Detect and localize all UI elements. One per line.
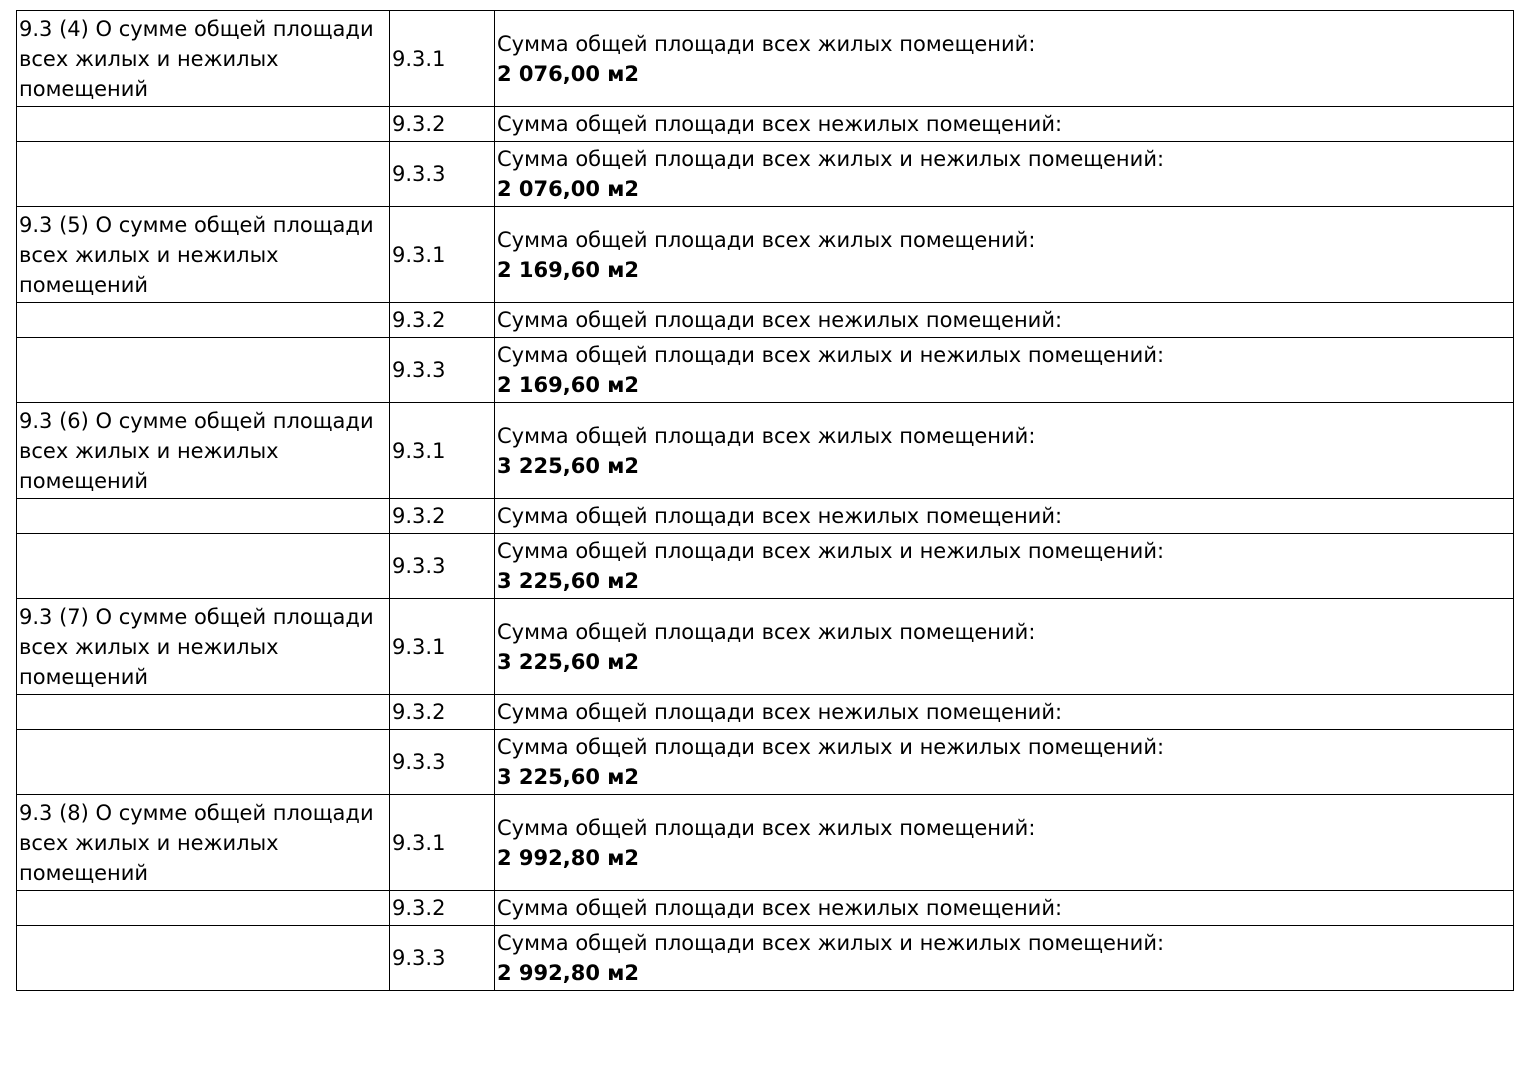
item-code: 9.3.2 [390,695,495,730]
item-label: Сумма общей площади всех жилых помещений: [497,31,1036,56]
item-label: Сумма общей площади всех нежилых помещений: [497,504,1063,528]
item-label: Сумма общей площади всех нежилых помещений: [497,112,1063,136]
table-row [17,695,1514,730]
item-label: Сумма общей площади всех жилых помещений: [497,619,1036,644]
item-code: 9.3.1 [390,11,495,107]
area-summary-table [16,10,1514,991]
item-label: Сумма общей площади всех жилых и нежилых помещений: [497,343,1165,367]
empty-cell [17,303,390,338]
item-description-cell [495,338,1514,403]
table-row [17,142,1514,207]
item-description-cell [495,795,1514,891]
section-title-line: помещений [19,76,149,101]
section-title-line: всех жилых и нежилых [19,830,279,855]
section-title-line: помещений [19,860,149,885]
item-code: 9.3.3 [390,142,495,207]
item-label: Сумма общей площади всех жилых и нежилых помещений: [497,931,1165,955]
section-title-line: 9.3 (4) О сумме общей площади [19,16,374,41]
item-description-cell [495,303,1514,338]
item-code: 9.3.3 [390,926,495,991]
table-row [17,207,1514,303]
table-row [17,926,1514,991]
table-row [17,499,1514,534]
item-label: Сумма общей площади всех жилых помещений: [497,815,1036,840]
section-title-cell [17,403,390,499]
section-title-line: помещений [19,664,149,689]
section-title-line: всех жилых и нежилых [19,242,279,267]
item-code: 9.3.2 [390,303,495,338]
item-description-cell [495,926,1514,991]
area-value: 2 992,80 м2 [497,961,640,985]
item-code: 9.3.1 [390,207,495,303]
item-code: 9.3.1 [390,795,495,891]
item-description-cell [495,207,1514,303]
table-row [17,338,1514,403]
item-description-cell [495,599,1514,695]
section-title-line: 9.3 (8) О сумме общей площади [19,800,374,825]
empty-cell [17,142,390,207]
area-value: 3 225,60 м2 [497,649,640,674]
table-row [17,795,1514,891]
table-row [17,403,1514,499]
section-title-cell [17,11,390,107]
item-code: 9.3.1 [390,403,495,499]
item-description-cell [495,499,1514,534]
item-code: 9.3.3 [390,534,495,599]
area-value: 2 169,60 м2 [497,257,640,282]
area-value: 3 225,60 м2 [497,453,640,478]
table-row [17,534,1514,599]
item-description-cell [495,142,1514,207]
section-title-cell [17,795,390,891]
item-code: 9.3.2 [390,499,495,534]
table-row [17,730,1514,795]
section-title-line: помещений [19,468,149,493]
item-description-cell [495,891,1514,926]
table-row [17,303,1514,338]
item-label: Сумма общей площади всех жилых и нежилых помещений: [497,147,1165,171]
empty-cell [17,891,390,926]
item-description-cell [495,534,1514,599]
section-title-cell [17,599,390,695]
item-label: Сумма общей площади всех жилых помещений: [497,227,1036,252]
empty-cell [17,107,390,142]
item-description-cell [495,403,1514,499]
item-label: Сумма общей площади всех нежилых помещений: [497,700,1063,724]
section-title-line: 9.3 (5) О сумме общей площади [19,212,374,237]
table-row [17,599,1514,695]
table-row [17,11,1514,107]
section-title-line: всех жилых и нежилых [19,46,279,71]
area-value: 2 076,00 м2 [497,61,640,86]
item-label: Сумма общей площади всех нежилых помещений: [497,896,1063,920]
section-title-cell [17,207,390,303]
table-body [17,11,1514,991]
table-row [17,107,1514,142]
item-code: 9.3.3 [390,730,495,795]
item-code: 9.3.1 [390,599,495,695]
area-value: 3 225,60 м2 [497,765,640,789]
empty-cell [17,338,390,403]
empty-cell [17,499,390,534]
section-title-line: 9.3 (6) О сумме общей площади [19,408,374,433]
section-title-line: всех жилых и нежилых [19,634,279,659]
table-row [17,891,1514,926]
item-description-cell [495,695,1514,730]
item-description-cell [495,11,1514,107]
item-code: 9.3.2 [390,891,495,926]
item-code: 9.3.3 [390,338,495,403]
item-label: Сумма общей площади всех жилых и нежилых помещений: [497,539,1165,563]
empty-cell [17,730,390,795]
item-code: 9.3.2 [390,107,495,142]
empty-cell [17,926,390,991]
section-title-line: всех жилых и нежилых [19,438,279,463]
area-value: 2 169,60 м2 [497,373,640,397]
area-value: 3 225,60 м2 [497,569,640,593]
item-label: Сумма общей площади всех жилых и нежилых помещений: [497,735,1165,759]
item-label: Сумма общей площади всех нежилых помещений: [497,308,1063,332]
empty-cell [17,534,390,599]
item-description-cell [495,730,1514,795]
section-title-line: помещений [19,272,149,297]
item-description-cell [495,107,1514,142]
area-value: 2 076,00 м2 [497,177,640,201]
area-value: 2 992,80 м2 [497,845,640,870]
empty-cell [17,695,390,730]
section-title-line: 9.3 (7) О сумме общей площади [19,604,374,629]
item-label: Сумма общей площади всех жилых помещений: [497,423,1036,448]
